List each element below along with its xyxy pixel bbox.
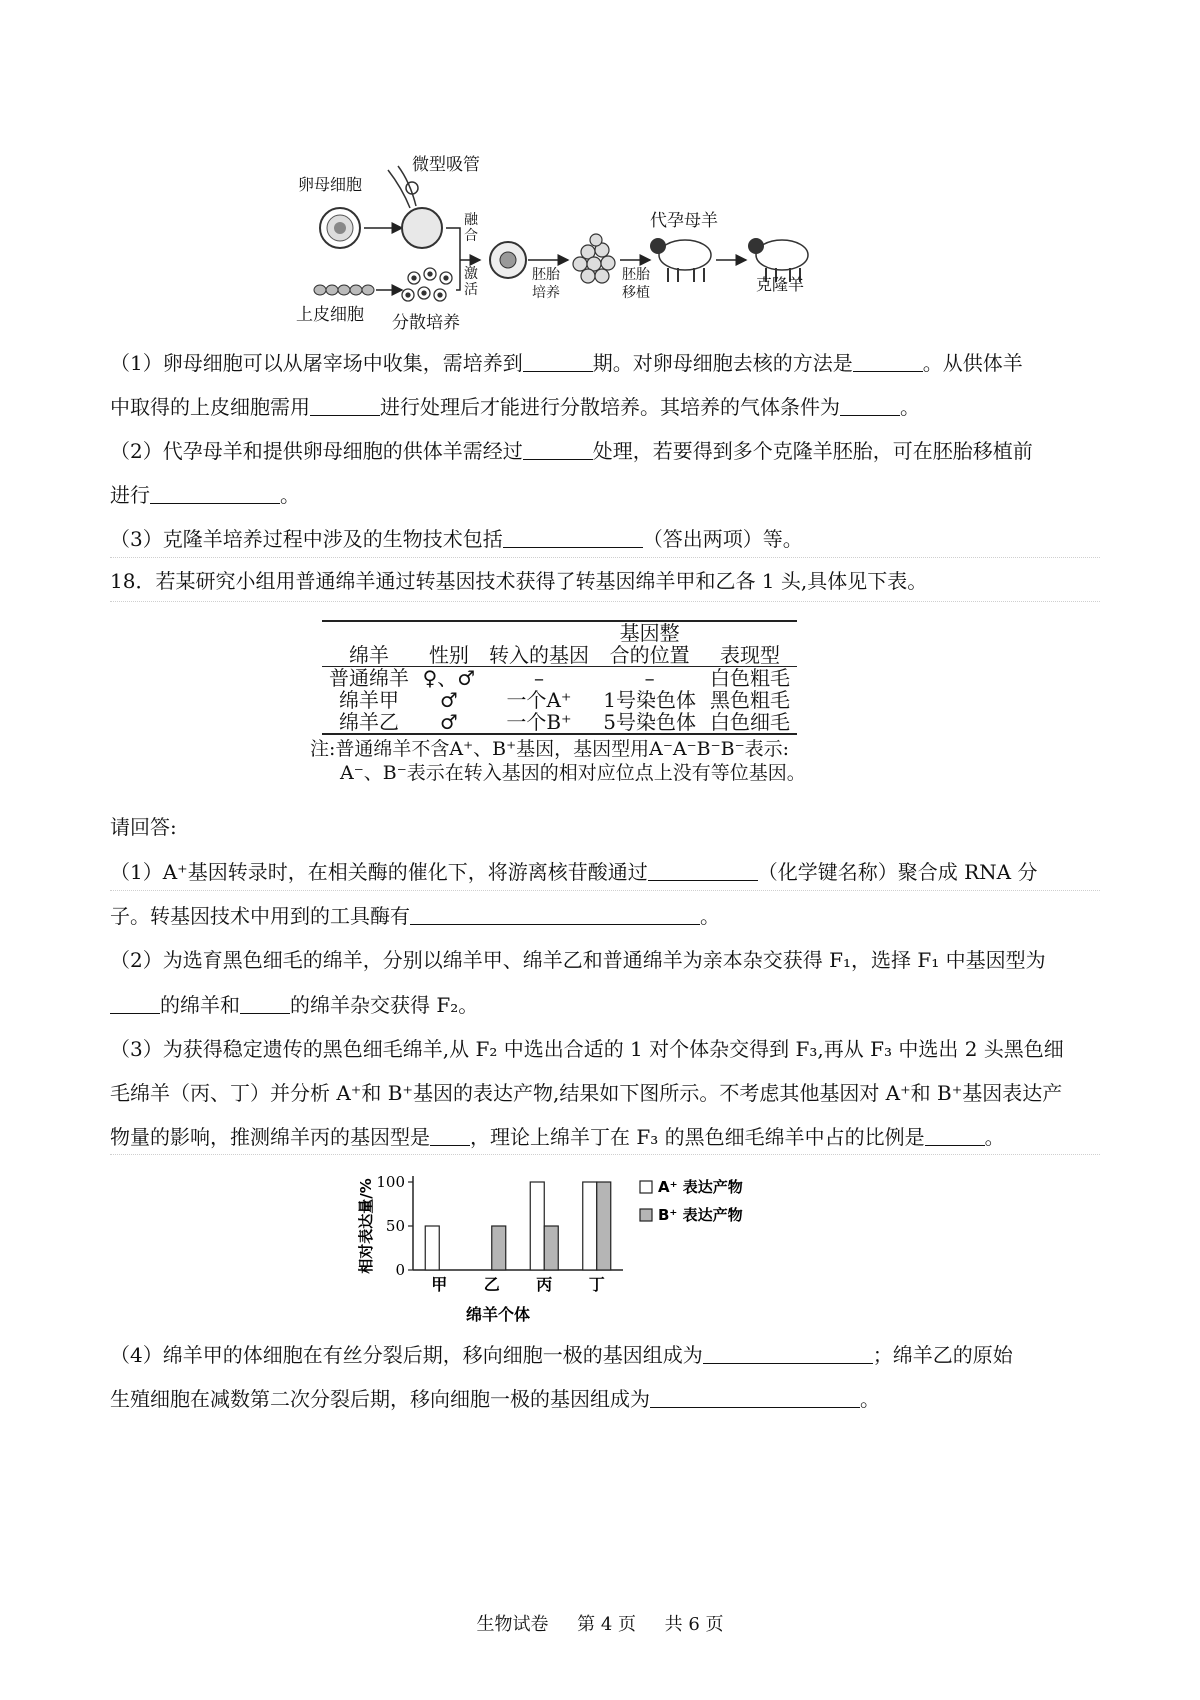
table-header: 绵羊 (348, 643, 389, 667)
answer-blank[interactable] (648, 860, 758, 881)
cell: 白色细毛 (710, 710, 791, 734)
table-row (322, 667, 797, 690)
cell: 一个B⁺ (506, 710, 572, 734)
y-axis-label: 相对表达量/% (357, 1178, 375, 1274)
oocyte-label: 卵母细胞 (298, 175, 363, 194)
cell: ♀、♂ (422, 666, 476, 690)
answer-blank[interactable] (310, 395, 380, 416)
q17-part2-line2 (110, 480, 1100, 510)
answer-blank[interactable] (110, 993, 160, 1014)
cell: ♂ (439, 688, 458, 712)
text: （化学键名称）聚合成 RNA 分 (757, 860, 1038, 884)
fusion-label: 融合 (464, 212, 478, 244)
q17-part1-line1 (110, 348, 1100, 378)
q18-s4-line1 (110, 1340, 1100, 1370)
text: 子。转基因技术中用到的工具酶有 (110, 904, 410, 928)
bar-a (425, 1226, 439, 1270)
text: 毛绵羊（丙、丁）并分析 A⁺和 B⁺基因的表达产物,结果如下图所示。不考虑其他基因对 A⁺和 B⁺基因表达产 (110, 1081, 1063, 1105)
divider (110, 1154, 1100, 1155)
page-footer (0, 1610, 1200, 1636)
q18-s3-line1 (110, 1034, 1100, 1064)
fused-cell (490, 242, 526, 278)
text: 基因整 (619, 621, 680, 645)
q18-intro (110, 566, 1100, 596)
x-tick-label: 甲 (431, 1275, 448, 1294)
text: ；绵羊乙的原始 (872, 1343, 1013, 1367)
embryo (573, 234, 615, 283)
epithelial-label: 上皮细胞 (296, 305, 364, 325)
divider (110, 601, 1100, 602)
text: （答出两项）等。 (642, 527, 803, 551)
table-note (310, 737, 810, 785)
answer-blank[interactable] (650, 1387, 860, 1408)
text: 18．若某研究小组用普通绵羊通过转基因技术获得了转基因绵羊甲和乙各 1 头,具体见下表。 (110, 569, 928, 593)
x-tick-label: 丁 (588, 1275, 605, 1294)
text: 合的位置 (609, 643, 690, 667)
q18-s3-line2 (110, 1078, 1100, 1108)
text: （2）代孕母羊和提供卵母细胞的供体羊需经过 (110, 439, 523, 463)
table-row (322, 711, 797, 734)
bar-b (492, 1226, 506, 1270)
activation-label: 激活 (464, 266, 478, 298)
divider (110, 557, 1100, 558)
text: （3）克隆羊培养过程中涉及的生物技术包括 (110, 527, 503, 551)
bar-b (544, 1226, 558, 1270)
legend-label: B⁺ 表达产物 (658, 1206, 743, 1224)
text: A⁻、B⁻表示在转入基因的相对应位点上没有等位基因。 (340, 762, 806, 784)
answer-blank[interactable] (703, 1343, 873, 1364)
text: 。 (900, 395, 920, 419)
text: 。 (860, 1387, 880, 1411)
cell: – (644, 666, 655, 690)
answer-blank[interactable] (925, 1125, 985, 1146)
cell: 绵羊甲 (338, 688, 399, 712)
y-tick-label: 0 (395, 1261, 405, 1279)
text: 中取得的上皮细胞需用 (110, 395, 310, 419)
q17-part2-line1 (110, 436, 1100, 466)
q18-s3-line3 (110, 1122, 1100, 1152)
bar-a (530, 1182, 544, 1270)
text: 。 (280, 483, 300, 507)
answer-blank[interactable] (840, 395, 900, 416)
legend-swatch (640, 1209, 652, 1221)
cell: – (533, 666, 544, 690)
pipette-label: 微型吸管 (412, 155, 480, 175)
table-header: 性别 (428, 643, 469, 667)
expression-chart (355, 1162, 795, 1332)
epithelial-cells (314, 285, 374, 295)
dispersed-cells (402, 268, 452, 301)
legend-swatch (640, 1181, 652, 1193)
divider (110, 890, 1100, 891)
footer-page: 第 4 页 (577, 1614, 636, 1635)
text: 的绵羊杂交获得 F₂。 (290, 993, 479, 1017)
cell: 绵羊乙 (338, 710, 399, 734)
answer-blank[interactable] (853, 351, 923, 372)
surrogate-sheep (650, 238, 711, 282)
text: 物量的影响，推测绵羊丙的基因型是 (110, 1125, 430, 1149)
answer-blank[interactable] (410, 904, 700, 925)
answer-blank[interactable] (150, 483, 280, 504)
x-tick-label: 丙 (536, 1275, 553, 1294)
chart-svg (355, 1162, 795, 1332)
footer-subject: 生物试卷 (476, 1614, 549, 1635)
x-axis-label: 绵羊个体 (465, 1305, 531, 1324)
answer-blank[interactable] (503, 527, 643, 548)
y-tick-label: 50 (385, 1217, 405, 1235)
table-header: 表现型 (720, 643, 781, 667)
table-header (596, 622, 703, 667)
q18-s1-line2 (110, 901, 1100, 931)
legend-label: A⁺ 表达产物 (658, 1178, 743, 1196)
text: 生殖细胞在减数第二次分裂后期，移向细胞一极的基因组成为 (110, 1387, 650, 1411)
gene-table (310, 620, 810, 785)
text: （4）绵羊甲的体细胞在有丝分裂后期，移向细胞一极的基因组成为 (110, 1343, 703, 1367)
text: 处理，若要得到多个克隆羊胚胎，可在胚胎移植前 (592, 439, 1033, 463)
enucleated-oocyte (388, 166, 442, 248)
q18-s1-line1 (110, 857, 1100, 887)
q17-part1-line2 (110, 392, 1100, 422)
please-answer (110, 812, 1100, 842)
text: 。从供体羊 (922, 351, 1023, 375)
text: ，理论上绵羊丁在 F₃ 的黑色细毛绵羊中占的比例是 (470, 1125, 925, 1149)
footer-total: 共 6 页 (664, 1614, 724, 1635)
cell: 5号染色体 (603, 710, 696, 734)
answer-blank[interactable] (523, 439, 593, 460)
bar-a (583, 1182, 597, 1270)
q18-s4-line2 (110, 1384, 1100, 1414)
text: （2）为选育黑色细毛的绵羊，分别以绵羊甲、绵羊乙和普通绵羊为亲本杂交获得 F₁，选择 F₁ 中基因型为 (110, 948, 1046, 972)
x-tick-label: 乙 (483, 1275, 500, 1294)
clone-label: 克隆羊 (756, 275, 805, 294)
text: 进行 (110, 483, 150, 507)
text: 进行处理后才能进行分散培养。其培养的气体条件为 (380, 395, 840, 419)
embryo-culture-label: 胚胎培养 (532, 267, 560, 301)
answer-blank[interactable] (430, 1125, 470, 1146)
text: （1）A⁺基因转录时，在相关酶的催化下，将游离核苷酸通过 (110, 860, 648, 884)
text: 的绵羊和 (160, 993, 240, 1017)
cloning-diagram (296, 150, 900, 355)
text: 请回答: (110, 815, 177, 839)
table-row (322, 689, 797, 711)
cell: 黑色粗毛 (710, 688, 791, 712)
text: 。 (700, 904, 720, 928)
oocyte-cell (320, 208, 360, 248)
answer-blank[interactable] (523, 351, 593, 372)
q17-part3 (110, 524, 1100, 554)
text: 注:普通绵羊不含A⁺、B⁺基因，基因型用A⁻A⁻B⁻B⁻表示: (310, 738, 790, 760)
cell: 1号染色体 (603, 688, 696, 712)
table-header: 转入的基因 (488, 643, 589, 667)
q18-s2-line1 (110, 945, 1100, 975)
cell: 普通绵羊 (328, 666, 409, 690)
surrogate-label: 代孕母羊 (650, 211, 718, 231)
y-tick-label: 100 (376, 1173, 405, 1191)
disperse-label: 分散培养 (392, 313, 460, 333)
cell: 一个A⁺ (506, 688, 572, 712)
q18-s2-line2 (110, 990, 1100, 1020)
text: （3）为获得稳定遗传的黑色细毛绵羊,从 F₂ 中选出合适的 1 对个体杂交得到 F₃,再从 F₃ 中选出 2 头黑色细 (110, 1037, 1064, 1061)
cell: ♂ (439, 710, 458, 734)
text: 。 (984, 1125, 1005, 1149)
text: （1）卵母细胞可以从屠宰场中收集，需培养到 (110, 351, 523, 375)
text: 期。对卵母细胞去核的方法是 (592, 351, 853, 375)
cell: 白色粗毛 (710, 666, 791, 690)
answer-blank[interactable] (240, 993, 290, 1014)
bar-b (597, 1182, 611, 1270)
embryo-transfer-label: 胚胎移植 (622, 267, 650, 301)
